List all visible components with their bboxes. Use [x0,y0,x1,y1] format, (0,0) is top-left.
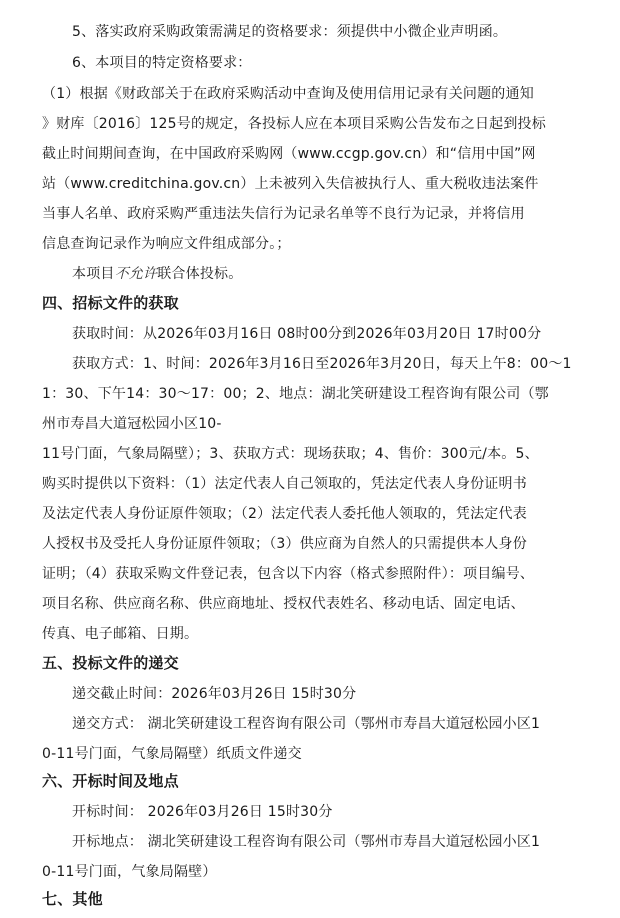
paragraph-line: 购买时提供以下资料：（1）法定代表人自己领取的，凭法定代表人身份证明书 [42,476,527,492]
consortium-suffix: 联合体投标。 [157,266,243,282]
paragraph-line: 证明；（4）获取采购文件登记表，包含以下内容（格式参照附件）：项目编号、 [42,566,535,582]
paragraph-line: 州市寿昌大道冠松园小区10- [42,416,222,432]
paragraph-line: 站（www.creditchina.gov.cn）上未被列入失信被执行人、重大税收违法案件 [42,176,539,192]
paragraph-line: 传真、电子邮箱、日期。 [42,626,199,642]
paragraph-line: 1：30、下午14：30～17：00；2、地点：湖北笑研建设工程咨询有限公司（鄂 [42,386,549,402]
section-heading-7: 七、其他 [42,890,103,908]
paragraph-line: 递交方式： 湖北笑研建设工程咨询有限公司（鄂州市寿昌大道冠松园小区1 [72,716,541,732]
qualification-special-heading: 6、本项目的特定资格要求： [72,55,252,71]
paragraph-line: 0-11号门面，气象局隔壁） [42,864,217,880]
paragraph-line: 获取时间：从2026年03月16日 08时00分到2026年03月20日 17时00分 [72,326,542,342]
paragraph-line: 开标地点： 湖北笑研建设工程咨询有限公司（鄂州市寿昌大道冠松园小区1 [72,834,541,850]
consortium-prefix: 本项目 [72,266,115,282]
consortium-note [72,264,620,284]
paragraph-line: 开标时间： 2026年03月26日 15时30分 [72,804,333,820]
qualification-sme: 5、落实政府采购政策需满足的资格要求：须提供中小微企业声明函。 [72,24,508,40]
paragraph-line: 信息查询记录作为响应文件组成部分。； [42,236,291,252]
paragraph-line: 0-11号门面，气象局隔壁）纸质文件递交 [42,746,302,762]
paragraph-line: 递交截止时间：2026年03月26日 15时30分 [72,686,357,702]
paragraph-line: 》财库〔2016〕125号的规定，各投标人应在本项目采购公告发布之日起到投标 [42,116,546,132]
paragraph-line: 截止时间期间查询，在中国政府采购网（www.ccgp.gov.cn）和“信用中国”网 [42,146,536,162]
paragraph-line: 获取方式：1、时间：2026年3月16日至2026年3月20日，每天上午8：00～1 [72,356,572,372]
paragraph-line: 人授权书及受托人身份证原件领取；（3）供应商为自然人的只需提供本人身份 [42,536,527,552]
section-heading-6: 六、开标时间及地点 [42,772,179,790]
section-heading-5: 五、投标文件的递交 [42,654,179,672]
section-heading-4: 四、招标文件的获取 [42,294,179,312]
paragraph-line: 及法定代表人身份证原件领取；（2）法定代表人委托他人领取的，凭法定代表 [42,506,527,522]
paragraph-line: 11号门面，气象局隔壁）；3、获取方式：现场获取；4、售价：300元/本。5、 [42,446,539,462]
paragraph-line: 项目名称、供应商名称、供应商地址、授权代表姓名、移动电话、固定电话、 [42,596,525,612]
paragraph-line: （1）根据《财政部关于在政府采购活动中查询及使用信用记录有关问题的通知 [42,86,534,102]
consortium-not-allowed: 不允许 [114,266,158,282]
paragraph-line: 当事人名单、政府采购严重违法失信行为记录名单等不良行为记录，并将信用 [42,206,525,222]
